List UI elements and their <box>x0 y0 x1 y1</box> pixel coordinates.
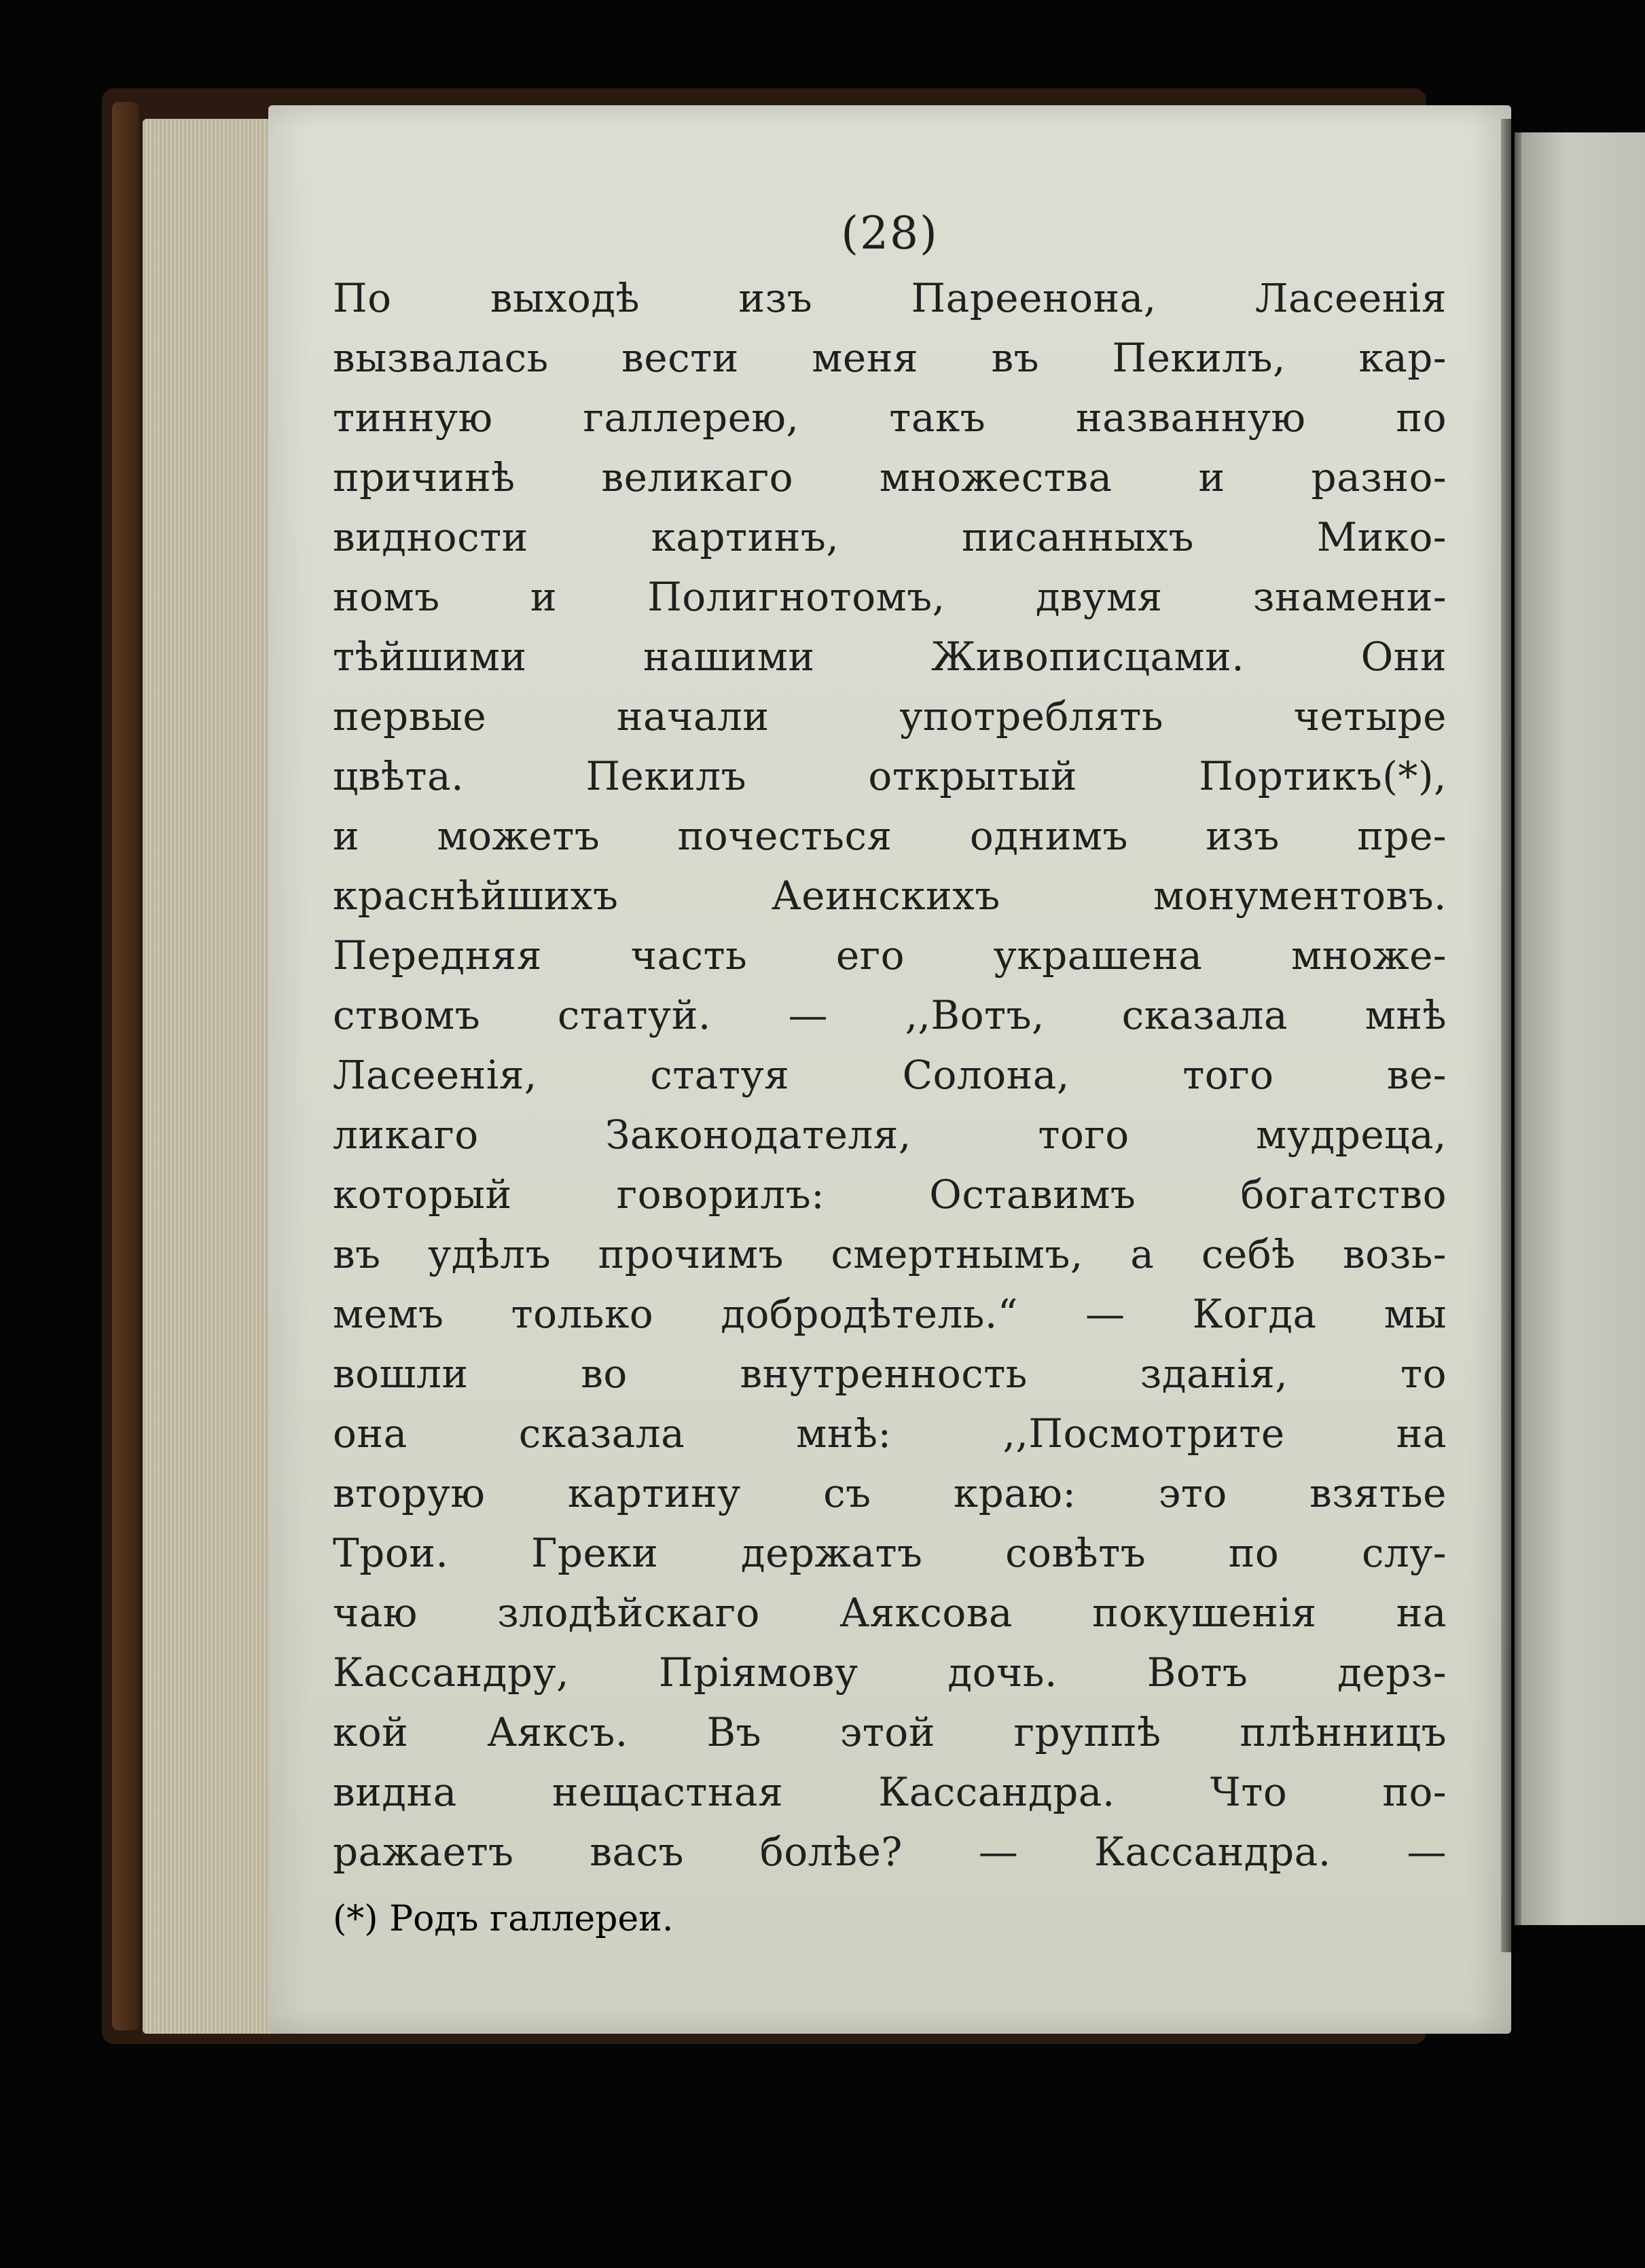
text-line: тинную галлерею, такъ названную по <box>333 395 1447 441</box>
page-number: (28) <box>841 207 939 259</box>
text-line: ражаетъ васъ болѣе? — Кассандра. — <box>333 1829 1447 1875</box>
text-line: По выходѣ изъ Пареенона, Ласеенія <box>333 275 1447 321</box>
text-line: видна нещастная Кассандра. Что по- <box>333 1769 1447 1815</box>
text-line: вызвалась вести меня въ Пекилъ, кар- <box>333 335 1447 381</box>
text-line: видности картинъ, писанныхъ Мико- <box>333 514 1447 560</box>
text-line: цвѣта. Пекилъ открытый Портикъ(*), <box>333 753 1447 799</box>
text-line: Трои. Греки держатъ совѣтъ по слу- <box>333 1530 1447 1576</box>
text-line: Передняя часть его украшена множе- <box>333 932 1447 978</box>
text-line: первые начали употреблять четыре <box>333 693 1447 739</box>
text-line: и можетъ почесться однимъ изъ пре- <box>333 813 1447 859</box>
footnote: (*) Родъ галлереи. <box>333 1899 674 1939</box>
page-edges <box>143 119 272 2034</box>
text-line: причинѣ великаго множества и разно- <box>333 454 1447 500</box>
text-line: кой Аяксъ. Въ этой группѣ плѣнницъ <box>333 1709 1447 1755</box>
page-text <box>268 105 1511 2034</box>
book-page <box>268 105 1511 2034</box>
text-line: тѣйшими нашими Живописцами. Они <box>333 634 1447 680</box>
text-line: номъ и Полигнотомъ, двумя знамени- <box>333 574 1447 620</box>
text-line: ликаго Законодателя, того мудреца, <box>333 1112 1447 1158</box>
text-line: мемъ только добродѣтель.“ — Когда мы <box>333 1291 1447 1337</box>
facing-page <box>1515 132 1645 1925</box>
text-line: она сказала мнѣ: ,,Посмотрите на <box>333 1410 1447 1457</box>
text-line: Кассандру, Пріямову дочь. Вотъ дерз- <box>333 1649 1447 1696</box>
book-gutter <box>1501 119 1521 1952</box>
text-line: ствомъ статуй. — ,,Вотъ, сказала мнѣ <box>333 992 1447 1038</box>
text-line: вторую картину съ краю: это взятье <box>333 1470 1447 1516</box>
text-line: краснѣйшихъ Аеинскихъ монументовъ. <box>333 873 1447 919</box>
text-line: Ласеенія, статуя Солона, того ве- <box>333 1052 1447 1098</box>
text-line: который говорилъ: Оставимъ богатство <box>333 1171 1447 1218</box>
cover-edge <box>112 102 139 2030</box>
text-line: въ удѣлъ прочимъ смертнымъ, а себѣ возь- <box>333 1231 1447 1277</box>
text-line: вошли во внутренность зданія, то <box>333 1351 1447 1397</box>
text-line: чаю злодѣйскаго Аяксова покушенія на <box>333 1590 1447 1636</box>
